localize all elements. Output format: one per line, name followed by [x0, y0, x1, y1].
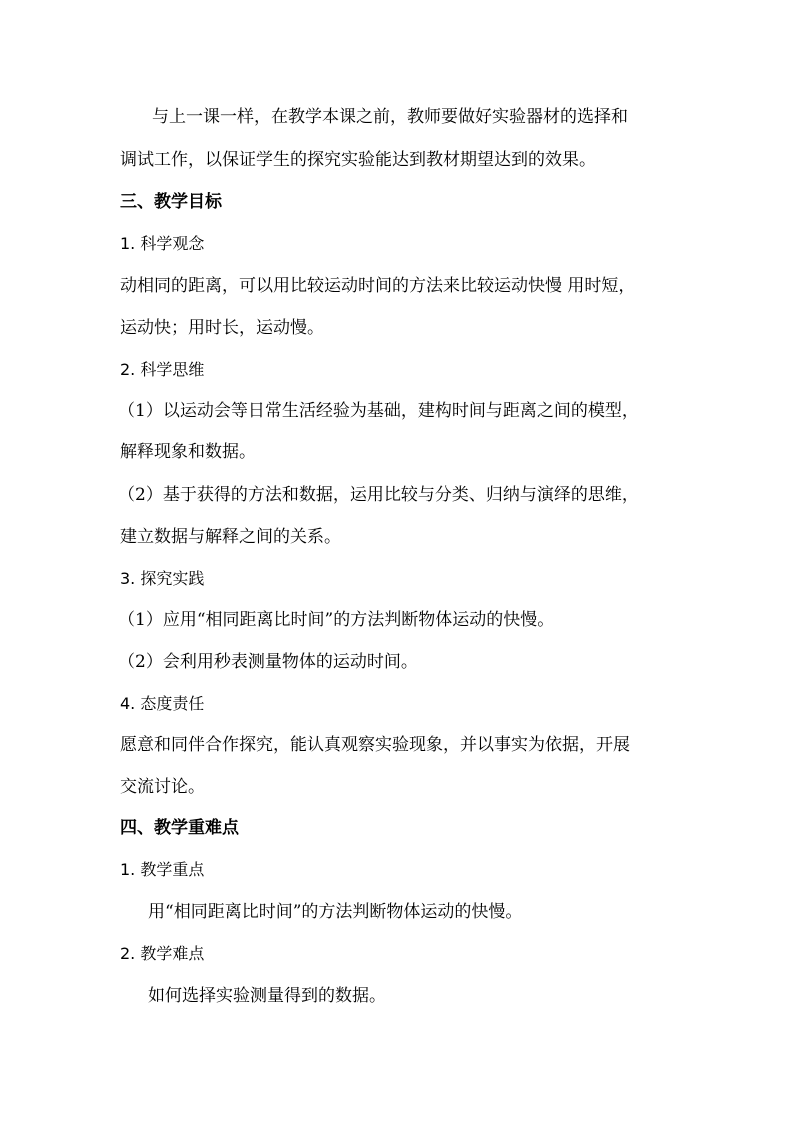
paragraph-line: 建立数据与解释之间的关系。 [120, 527, 341, 547]
paragraph-line: 与上一课一样，在教学本课之前，教师要做好实验器材的选择和 [152, 107, 628, 127]
subsection-title: 1. 科学观念 [120, 234, 205, 253]
paragraph-line: 调试工作，以保证学生的探究实验能达到教材期望达到的效果。 [120, 150, 596, 170]
subsection-title: 2. 教学难点 [120, 944, 205, 963]
subsection-title: 4. 态度责任 [120, 694, 205, 713]
paragraph-line: 动相同的距离，可以用比较运动时间的方法来比较运动快慢 用时短， [120, 276, 636, 296]
subsection-title: 3. 探究实践 [120, 569, 205, 588]
paragraph-line: 交流讨论。 [120, 777, 205, 797]
paragraph-line: 如何选择实验测量得到的数据。 [148, 986, 386, 1006]
paragraph-line: （1）以运动会等日常生活经验为基础，建构时间与距离之间的模型， [118, 401, 639, 421]
paragraph-line: 用“相同距离比时间”的方法判断物体运动的快慢。 [148, 902, 523, 922]
paragraph-line: （2）会利用秒表测量物体的运动时间。 [118, 652, 418, 672]
section-heading: 四、教学重难点 [120, 818, 239, 838]
paragraph-line: 解释现象和数据。 [120, 442, 256, 462]
paragraph-line: 运动快；用时长，运动慢。 [120, 318, 324, 338]
paragraph-line: （2）基于获得的方法和数据，运用比较与分类、归纳与演绎的思维， [118, 485, 639, 505]
paragraph-line: 愿意和同伴合作探究，能认真观察实验现象，并以事实为依据，开展 [120, 735, 630, 755]
paragraph-line: （1）应用“相同距离比时间”的方法判断物体运动的快慢。 [118, 610, 555, 630]
subsection-title: 1. 教学重点 [120, 860, 205, 879]
section-heading: 三、教学目标 [120, 192, 222, 212]
subsection-title: 2. 科学思维 [120, 360, 205, 379]
